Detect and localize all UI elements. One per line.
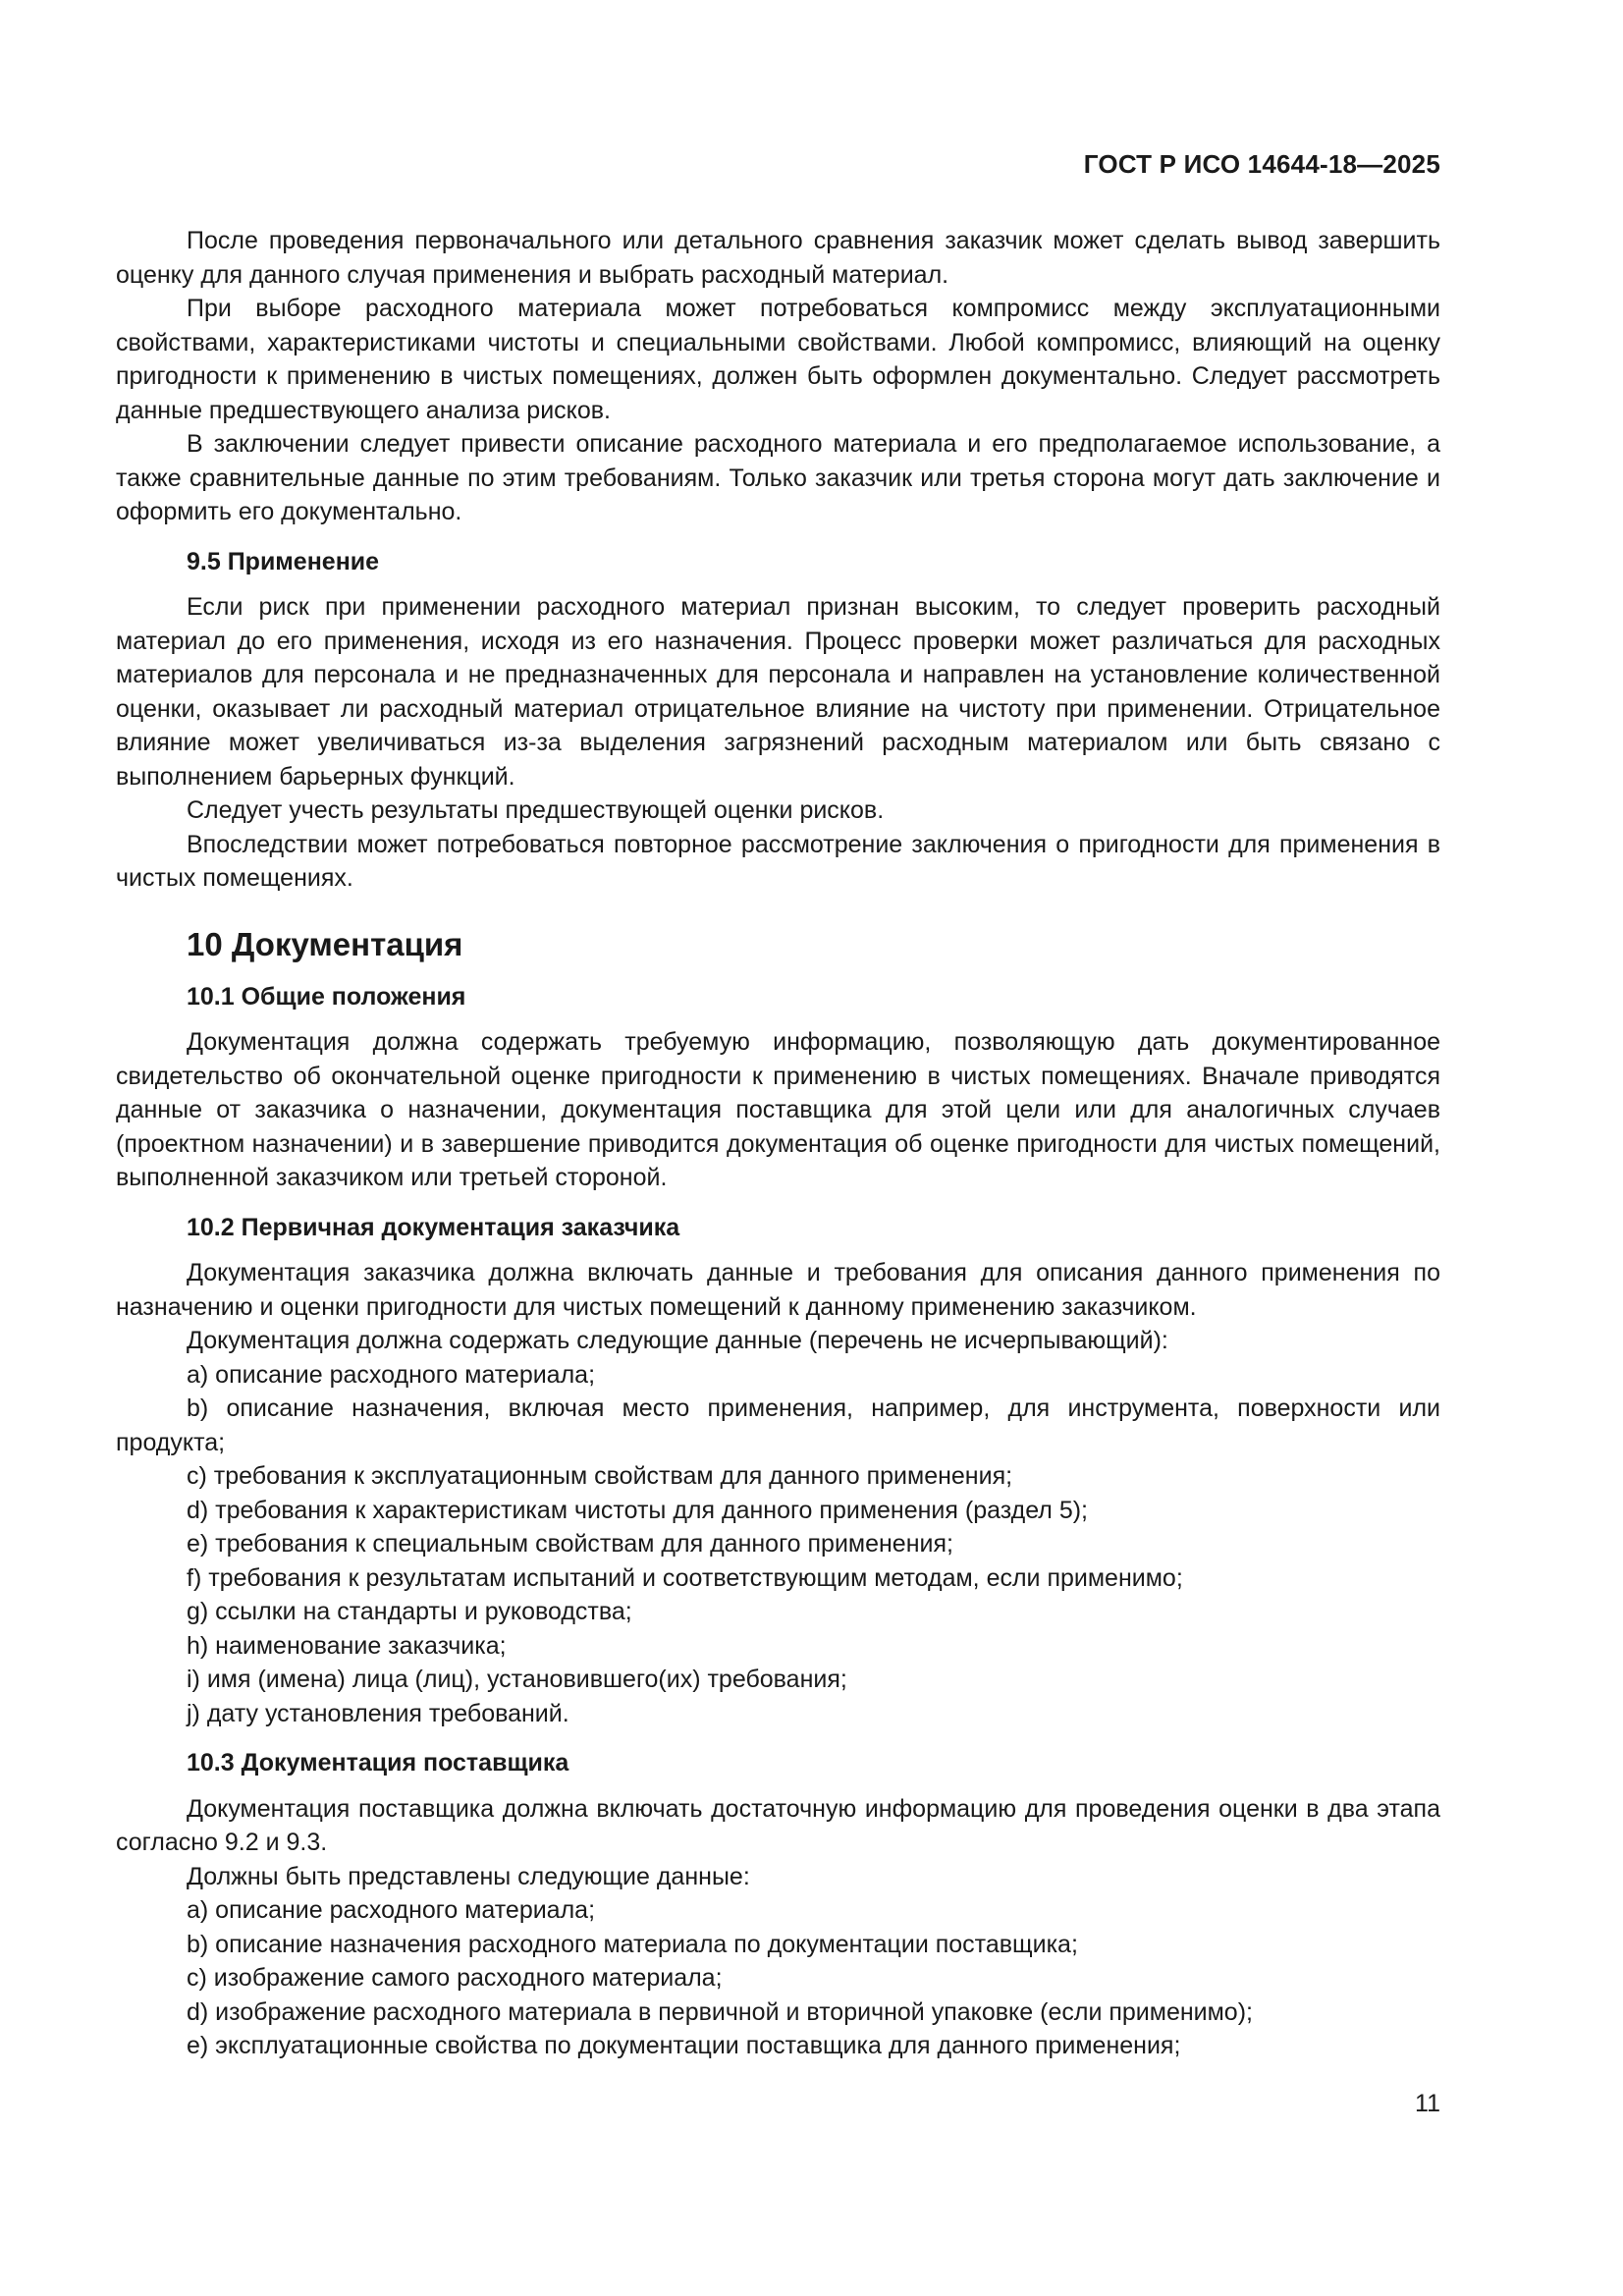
section-10-1-paragraph-1: Документация должна содержать требуемую информацию, позволяющую дать документированное свидетельство об окончательной оценке пригодности к применению в чистых помещениях. Вначале приводятся данные от заказчика о назначении, документация поставщика для этой цели или для аналогичных случаев (проектном назначении) и в завершение приводится документация об оценке пригодности для чистых помещений, выполненной заказчиком или третьей стороной.: [116, 1028, 1440, 1191]
section-10-2-paragraph-2: Документация должна содержать следующие данные (перечень не исчерпывающий):: [187, 1327, 1168, 1354]
section-heading-10: 10 Документация: [187, 925, 463, 962]
spacer: [116, 896, 1440, 925]
list-item: a) описание расходного материала;: [187, 1896, 596, 1924]
list-item: i) имя (имена) лица (лиц), установившего(их) требования;: [187, 1666, 847, 1693]
section-10-3-paragraph-2: Должны быть представлены следующие данные:: [187, 1862, 750, 1890]
spacer: [116, 1244, 1440, 1256]
section-heading-10-3: 10.3 Документация поставщика: [187, 1749, 569, 1777]
list-item: d) изображение расходного материала в первичной и вторичной упаковке (если применимо);: [187, 1997, 1253, 2026]
intro-paragraph-1: После проведения первоначального или детального сравнения заказчик может сделать вывод завершить оценку для данного случая применения и выбрать расходный материал.: [116, 227, 1440, 289]
list-item: b) описание назначения расходного материала по документации поставщика;: [187, 1930, 1078, 1958]
section-heading-10-2: 10.2 Первичная документация заказчика: [187, 1213, 680, 1241]
spacer: [116, 964, 1440, 980]
list-item: e) эксплуатационные свойства по документации поставщика для данного применения;: [187, 2032, 1181, 2059]
list-item: g) ссылки на стандарты и руководства;: [187, 1598, 632, 1625]
section-9-5-paragraph-2: Следует учесть результаты предшествующей оценки рисков.: [187, 796, 885, 824]
list-item: e) требования к специальным свойствам для данного применения;: [187, 1530, 953, 1558]
list-item: d) требования к характеристикам чистоты для данного применения (раздел 5);: [187, 1496, 1089, 1524]
list-item: b) описание назначения, включая место применения, например, для инструмента, поверхности или продукта;: [116, 1394, 1440, 1456]
spacer: [116, 1730, 1440, 1746]
list-item: c) изображение самого расходного материала;: [187, 1964, 723, 1992]
section-9-5-paragraph-3: Впоследствии может потребоваться повторное рассмотрение заключения о пригодности для применения в чистых помещениях.: [116, 830, 1440, 892]
list-item: j) дату установления требований.: [187, 1699, 569, 1727]
standard-id-header: ГОСТ Р ИСО 14644-18—2025: [1083, 149, 1440, 179]
section-9-5-paragraph-1: Если риск при применении расходного материал признан высоким, то следует проверить расходный материал до его применения, исходя из его назначения. Процесс проверки может различаться для расходных материалов для персонала и не предназначенных для персонала и направлен на установление количественной оценки, оказывает ли расходный материал отрицательное влияние на чистоту при применении. Отрицательное влияние может увеличиваться из-за выделения загрязнений расходным материалом или быть связано с выполнением барьерных функций.: [116, 593, 1440, 791]
spacer: [116, 1013, 1440, 1025]
list-item: c) требования к эксплуатационным свойствам для данного применения;: [187, 1462, 1013, 1490]
spacer: [116, 1195, 1440, 1211]
intro-paragraph-3: В заключении следует привести описание расходного материала и его предполагаемое использование, а также сравнительные данные по этим требованиям. Только заказчик или третья сторона могут дать заключение и оформить его документально.: [116, 430, 1440, 525]
list-item: h) наименование заказчика;: [187, 1631, 507, 1660]
spacer: [116, 578, 1440, 590]
page-content: [116, 224, 1440, 2063]
section-10-2-paragraph-1: Документация заказчика должна включать данные и требования для описания данного применения по назначению и оценки пригодности для чистых помещений к данному применению заказчиком.: [116, 1259, 1440, 1321]
section-heading-9-5: 9.5 Применение: [187, 547, 380, 575]
spacer: [116, 529, 1440, 545]
section-10-3-paragraph-1: Документация поставщика должна включать достаточную информацию для проведения оценки в два этапа согласно 9.2 и 9.3.: [116, 1794, 1440, 1856]
page-number: 11: [1415, 2090, 1440, 2117]
spacer: [116, 1780, 1440, 1792]
list-item: a) описание расходного материала;: [187, 1360, 596, 1389]
section-heading-10-1: 10.1 Общие положения: [187, 982, 466, 1011]
intro-paragraph-2: При выборе расходного материала может потребоваться компромисс между эксплуатационными свойствами, характеристиками чистоты и специальными свойствами. Любой компромисс, влияющий на оценку пригодности к применению в чистых помещениях, должен быть оформлен документально. Следует рассмотреть данные предшествующего анализа рисков.: [116, 295, 1440, 424]
list-item: f) требования к результатам испытаний и соответствующим методам, если применимо;: [187, 1563, 1183, 1592]
